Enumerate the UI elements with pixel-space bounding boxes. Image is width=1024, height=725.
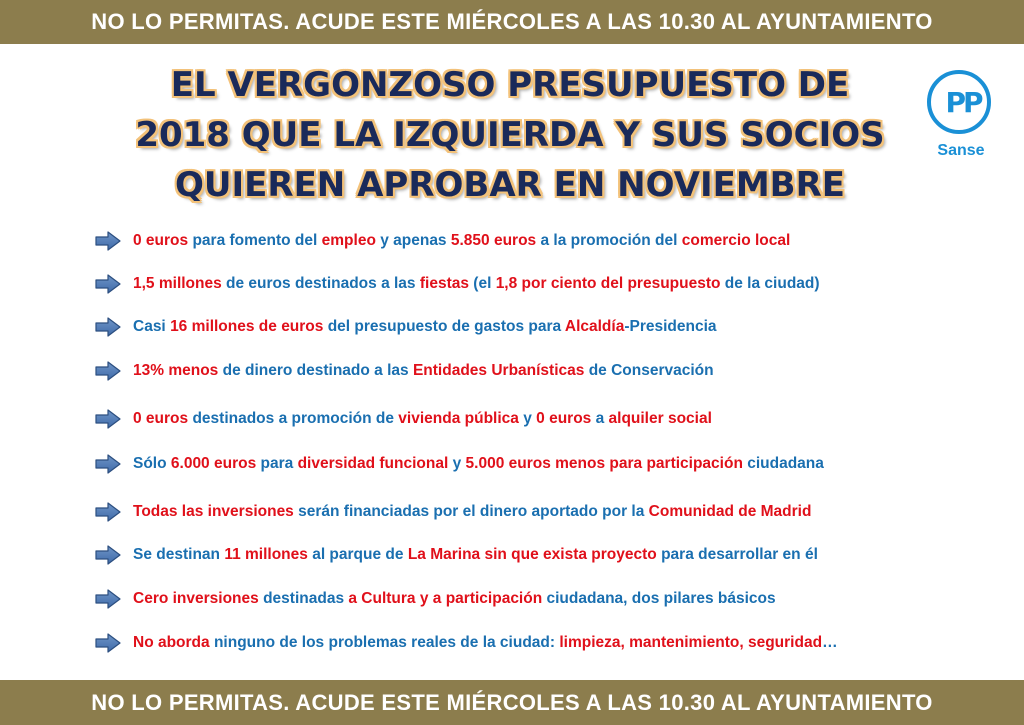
highlight-text: a Cultura y a participación xyxy=(348,590,543,607)
body-text: Casi xyxy=(133,318,171,335)
body-text: y xyxy=(448,455,466,472)
highlight-text: alquiler social xyxy=(608,410,712,427)
pp-logo xyxy=(925,70,997,170)
body-text: ninguno de los problemas reales de la ciudad: xyxy=(209,634,560,651)
highlight-text: Comunidad de Madrid xyxy=(648,503,812,520)
highlight-text: La Marina xyxy=(407,546,481,563)
arrow-right-icon xyxy=(95,408,121,430)
body-text: de euros destinados a las xyxy=(221,275,420,292)
bullet-text xyxy=(133,318,717,336)
body-text: de Conservación xyxy=(584,362,714,379)
logo-caption: Sanse xyxy=(937,142,985,159)
list-item xyxy=(95,269,820,299)
body-text: destinadas xyxy=(258,590,349,607)
highlight-text: empleo xyxy=(321,232,376,249)
arrow-right-icon xyxy=(95,453,121,475)
highlight-text: 1,8 por ciento del presupuesto xyxy=(495,275,721,292)
bullet-text xyxy=(133,362,714,380)
highlight-text: 6.000 euros xyxy=(170,455,257,472)
body-text: al parque de xyxy=(307,546,408,563)
highlight-text: 5.000 euros menos para participación xyxy=(465,455,743,472)
highlight-text: Alcaldía xyxy=(564,318,625,335)
highlight-text: 13% menos xyxy=(133,362,219,379)
highlight-text: 0 euros xyxy=(536,410,592,427)
highlight-text: fiestas xyxy=(419,275,469,292)
body-text: (el xyxy=(468,275,496,292)
highlight-text: No aborda xyxy=(133,634,210,651)
highlight-text: vivienda pública xyxy=(398,410,519,427)
list-item xyxy=(95,449,824,479)
logo-letters: PP xyxy=(945,86,981,119)
bullet-text xyxy=(133,546,818,564)
bullet-text xyxy=(133,410,712,428)
list-item xyxy=(95,226,790,256)
list-item xyxy=(95,497,811,527)
arrow-right-icon xyxy=(95,544,121,566)
body-text: a xyxy=(591,410,609,427)
highlight-text: 0 euros xyxy=(133,410,189,427)
headline xyxy=(70,60,950,210)
list-item xyxy=(95,312,717,342)
list-item xyxy=(95,584,776,614)
bullet-text xyxy=(133,275,820,293)
body-text: de dinero destinado a las xyxy=(218,362,413,379)
body-text: del presupuesto de gastos para xyxy=(323,318,565,335)
body-text: -Presidencia xyxy=(624,318,717,335)
body-text: Se destinan xyxy=(133,546,225,563)
highlight-text: comercio local xyxy=(681,232,791,249)
list-item xyxy=(95,356,714,386)
bottom-banner xyxy=(0,680,1024,725)
top-banner xyxy=(0,0,1024,44)
highlight-text: 0 euros xyxy=(133,232,189,249)
body-text: destinados a promoción de xyxy=(188,410,399,427)
highlight-text: diversidad funcional xyxy=(297,455,449,472)
headline-line-2: 2018 QUE LA IZQUIERDA Y SUS SOCIOS xyxy=(135,115,885,155)
bullet-text xyxy=(133,634,838,652)
body-text: de la ciudad) xyxy=(720,275,820,292)
headline-line-3: QUIEREN APROBAR EN NOVIEMBRE xyxy=(175,165,845,205)
arrow-right-icon xyxy=(95,273,121,295)
arrow-right-icon xyxy=(95,230,121,252)
highlight-text: 1,5 millones xyxy=(133,275,222,292)
body-text: a la promoción del xyxy=(536,232,682,249)
body-text: ciudadana xyxy=(742,455,824,472)
headline-line-1: EL VERGONZOSO PRESUPUESTO DE xyxy=(170,65,850,105)
body-text: para desarrollar en él xyxy=(656,546,818,563)
highlight-text: Todas las inversiones xyxy=(133,503,294,520)
arrow-right-icon xyxy=(95,316,121,338)
logo-circle xyxy=(927,70,991,134)
highlight-text: sin que exista proyecto xyxy=(480,546,657,563)
arrow-right-icon xyxy=(95,360,121,382)
highlight-text: 5.850 euros xyxy=(450,232,537,249)
bullet-text xyxy=(133,232,790,250)
body-text: para xyxy=(256,455,298,472)
bottom-banner-text: NO LO PERMITAS. ACUDE ESTE MIÉRCOLES A LAS 10.30 AL AYUNTAMIENTO xyxy=(91,689,933,715)
top-banner-text: NO LO PERMITAS. ACUDE ESTE MIÉRCOLES A LAS 10.30 AL AYUNTAMIENTO xyxy=(91,9,933,34)
body-text: y apenas xyxy=(375,232,451,249)
body-text: Sólo xyxy=(133,455,171,472)
body-text: serán financiadas por el dinero aportado por la xyxy=(293,503,649,520)
body-text: … xyxy=(822,634,838,651)
bullet-text xyxy=(133,590,776,608)
bullet-text xyxy=(133,503,811,521)
body-text: ciudadana, dos pilares básicos xyxy=(542,590,776,607)
highlight-text: 11 millones xyxy=(224,546,308,563)
body-text: para fomento del xyxy=(188,232,322,249)
highlight-text: Entidades Urbanísticas xyxy=(412,362,585,379)
list-item xyxy=(95,628,838,658)
list-item xyxy=(95,404,712,434)
arrow-right-icon xyxy=(95,588,121,610)
arrow-right-icon xyxy=(95,501,121,523)
body-text: y xyxy=(518,410,537,427)
bullet-text xyxy=(133,455,824,473)
highlight-text: 16 millones de euros xyxy=(170,318,324,335)
list-item xyxy=(95,540,818,570)
arrow-right-icon xyxy=(95,632,121,654)
highlight-text: Cero inversiones xyxy=(133,590,259,607)
highlight-text: limpieza, mantenimiento, seguridad xyxy=(559,634,823,651)
